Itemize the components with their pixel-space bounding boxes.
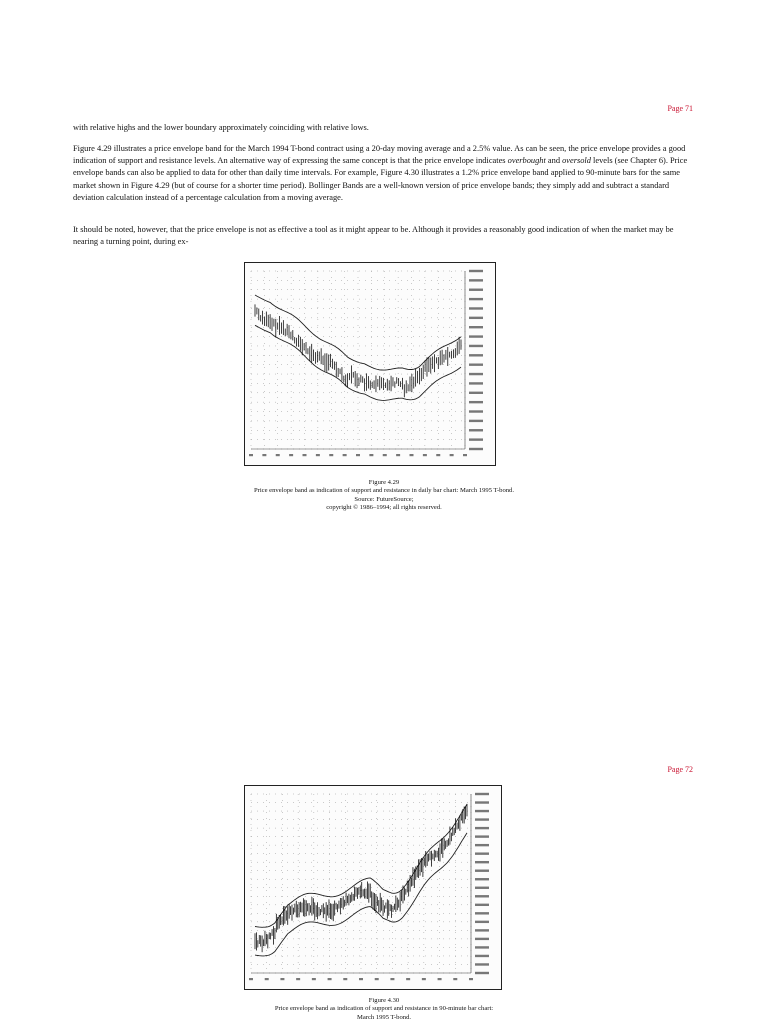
figure-label: Figure 4.29 (368, 479, 400, 486)
figure-caption (234, 997, 534, 1022)
caption-text: Price envelope band as indication of support and resistance in 90-minute bar chart: (274, 1005, 494, 1013)
figure-label: Figure 4.30 (368, 997, 400, 1004)
paragraph-text: levels (see Chapter 6). Price envelope bands can also be applied to data for other than daily time intervals. For example, Figure 4.30 illustrates a 1.2% price envelope band applied to 90-minute bars for the same market shown in Figure 4.29 (but of course for a shorter time period). Bollinger Bands are a well-known version of price envelope bands; they simply add and subtract a standard deviation calculation instead of a percentage calculation from a moving average. (73, 156, 688, 202)
page-number: Page 72 (667, 765, 693, 774)
paragraph: with relative highs and the lower boundary approximately coinciding with relative lows. (73, 123, 369, 132)
paragraph-text: and (545, 156, 563, 166)
paragraph-text: Figure 4.29 illustrates a price envelope band for the March 1994 T-bond contract using a 20-day moving average and a 2.5% value. As can be seen, the price envelope provides a good indication of support and resistance levels. An alternative way of expressing the same concept is that the price envelope indicates (73, 144, 686, 166)
bar-chart-image (245, 263, 495, 465)
paragraph: It should be noted, however, that the price envelope is not as effective a tool as it might appear to be. Although it provides a reasonably good indication of when the market may be nearing a turning point, during ex- (73, 225, 674, 247)
figure-4-29-chart (244, 262, 496, 466)
emphasis-text: overbought (507, 156, 546, 166)
figure-4-30-chart (244, 785, 502, 990)
caption-copyright: copyright © 1986–1994; all rights reserved. (326, 503, 442, 511)
caption-text-continued: March 1995 T-bond. (356, 1013, 412, 1021)
caption-source: Source: FutureSource; (354, 495, 414, 503)
figure-caption (234, 479, 534, 512)
paragraph (73, 143, 693, 204)
emphasis-text: oversold (562, 156, 591, 166)
page-number: Page 71 (667, 104, 693, 113)
bar-chart-image (245, 786, 501, 989)
caption-text: Price envelope band as indication of support and resistance in daily bar chart: March 1995 T-bond. (253, 487, 514, 495)
